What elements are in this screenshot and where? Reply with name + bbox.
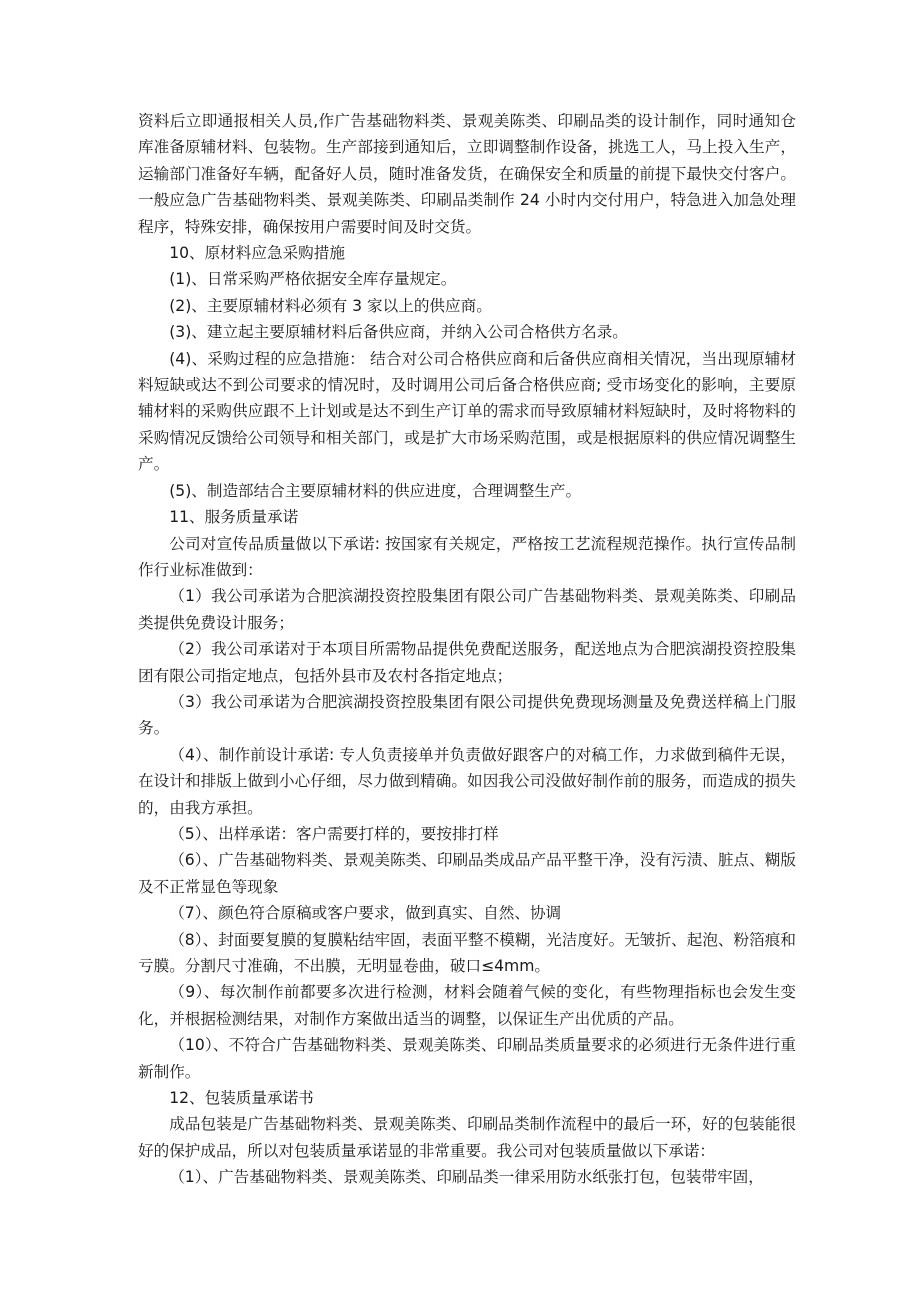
list-item: (5)、制造部结合主要原辅材料的供应进度，合理调整生产。 (169, 481, 582, 500)
list-item: （8）、封面要复膜的复膜粘结牢固，表面平整不模糊，光洁度好。无皱折、起泡、粉箔痕和亏膜。分割尺寸准确，不出膜，无明显卷曲，破口≤4mm。 (138, 930, 796, 975)
list-item: （3）我公司承诺为合肥滨湖投资控股集团有限公司提供免费现场测量及免费送样稿上门服务。 (138, 692, 796, 738)
document-body (138, 108, 796, 1191)
list-item: （10）、不符合广告基础物料类、景观美陈类、印刷品类质量要求的必须进行无条件进行重新制作。 (138, 1036, 796, 1081)
heading-section-11: 11、服务质量承诺 (169, 508, 299, 527)
list-item: (1)、日常采购严格依据安全库存量规定。 (169, 270, 457, 289)
heading-section-12: 12、包装质量承诺书 (169, 1089, 314, 1108)
list-item: （2）我公司承诺对于本项目所需物品提供免费配送服务，配送地点为合肥滨湖投资控股集团有限公司指定地点，包括外县市及农村各指定地点； (138, 640, 796, 685)
heading-section-10: 10、原材料应急采购措施 (169, 244, 345, 263)
list-item: （5）、出样承诺：客户需要打样的，要按排打样 (169, 824, 499, 843)
list-item: （9）、每次制作前都要多次进行检测，材料会随着气候的变化，有些物理指标也会发生变化，并根据检测结果，对制作方案做出适当的调整，以保证生产出优质的产品。 (138, 983, 796, 1028)
list-item: (3)、建立起主要原辅材料后备供应商，并纳入公司合格供方名录。 (169, 323, 628, 342)
list-item: （4）、制作前设计承诺: 专人负责接单并负责做好跟客户的对稿工作，力求做到稿件无误，在设计和排版上做到小心仔细，尽力做到精确。如因我公司没做好制作前的服务，而造成的损失的，由我方承担。 (138, 745, 796, 817)
list-item: （7）、颜色符合原稿或客户要求，做到真实、自然、协调 (169, 904, 562, 923)
list-item: （1）我公司承诺为合肥滨湖投资控股集团有限公司广告基础物料类、景观美陈类、印刷品类提供免费设计服务； (138, 587, 796, 632)
list-item: (4)、采购过程的应急措施： 结合对公司合格供应商和后备供应商相关情况，当出现原辅材料短缺或达不到公司要求的情况时，及时调用公司后备合格供应商; 受市场变化的影响，主要原辅材料的采购供应跟不上计划或是达不到生产订单的需求而导致原辅材料短缺时，及时将物料的采购情况反馈给公司领导和相关部门，或是扩大市场采购范围，或是根据原料的供应情况调整生产。 (138, 349, 796, 474)
paragraph-text: 公司对宣传品质量做以下承诺: 按国家有关规定，严格按工艺流程规范操作。执行宣传品制作行业标准做到： (138, 534, 796, 579)
paragraph-text: 成品包装是广告基础物料类、景观美陈类、印刷品类制作流程中的最后一环，好的包装能很好的保护成品，所以对包装质量承诺显的非常重要。我公司对包装质量做以下承诺： (138, 1115, 796, 1160)
list-item: (2)、主要原辅材料必须有 3 家以上的供应商。 (169, 296, 492, 315)
list-item: （6）、广告基础物料类、景观美陈类、印刷品类成品产品平整干净，没有污渍、脏点、糊版及不正常显色等现象 (138, 851, 796, 896)
paragraph-intro: 资料后立即通报相关人员,作广告基础物料类、景观美陈类、印刷品类的设计制作，同时通知仓库准备原辅材料、包装物。生产部接到通知后，立即调整制作设备，挑选工人，马上投入生产，运输部门准备好车辆，配备好人员，随时准备发货，在确保安全和质量的前提下最快交付客户。一般应急广告基础物料类、景观美陈类、印刷品类制作 24 小时内交付用户，特急进入加急处理程序，特殊安排，确保按用户需要时间及时交货。 (138, 112, 796, 236)
list-item: （1）、广告基础物料类、景观美陈类、印刷品类一律采用防水纸张打包，包装带牢固， (169, 1168, 764, 1187)
